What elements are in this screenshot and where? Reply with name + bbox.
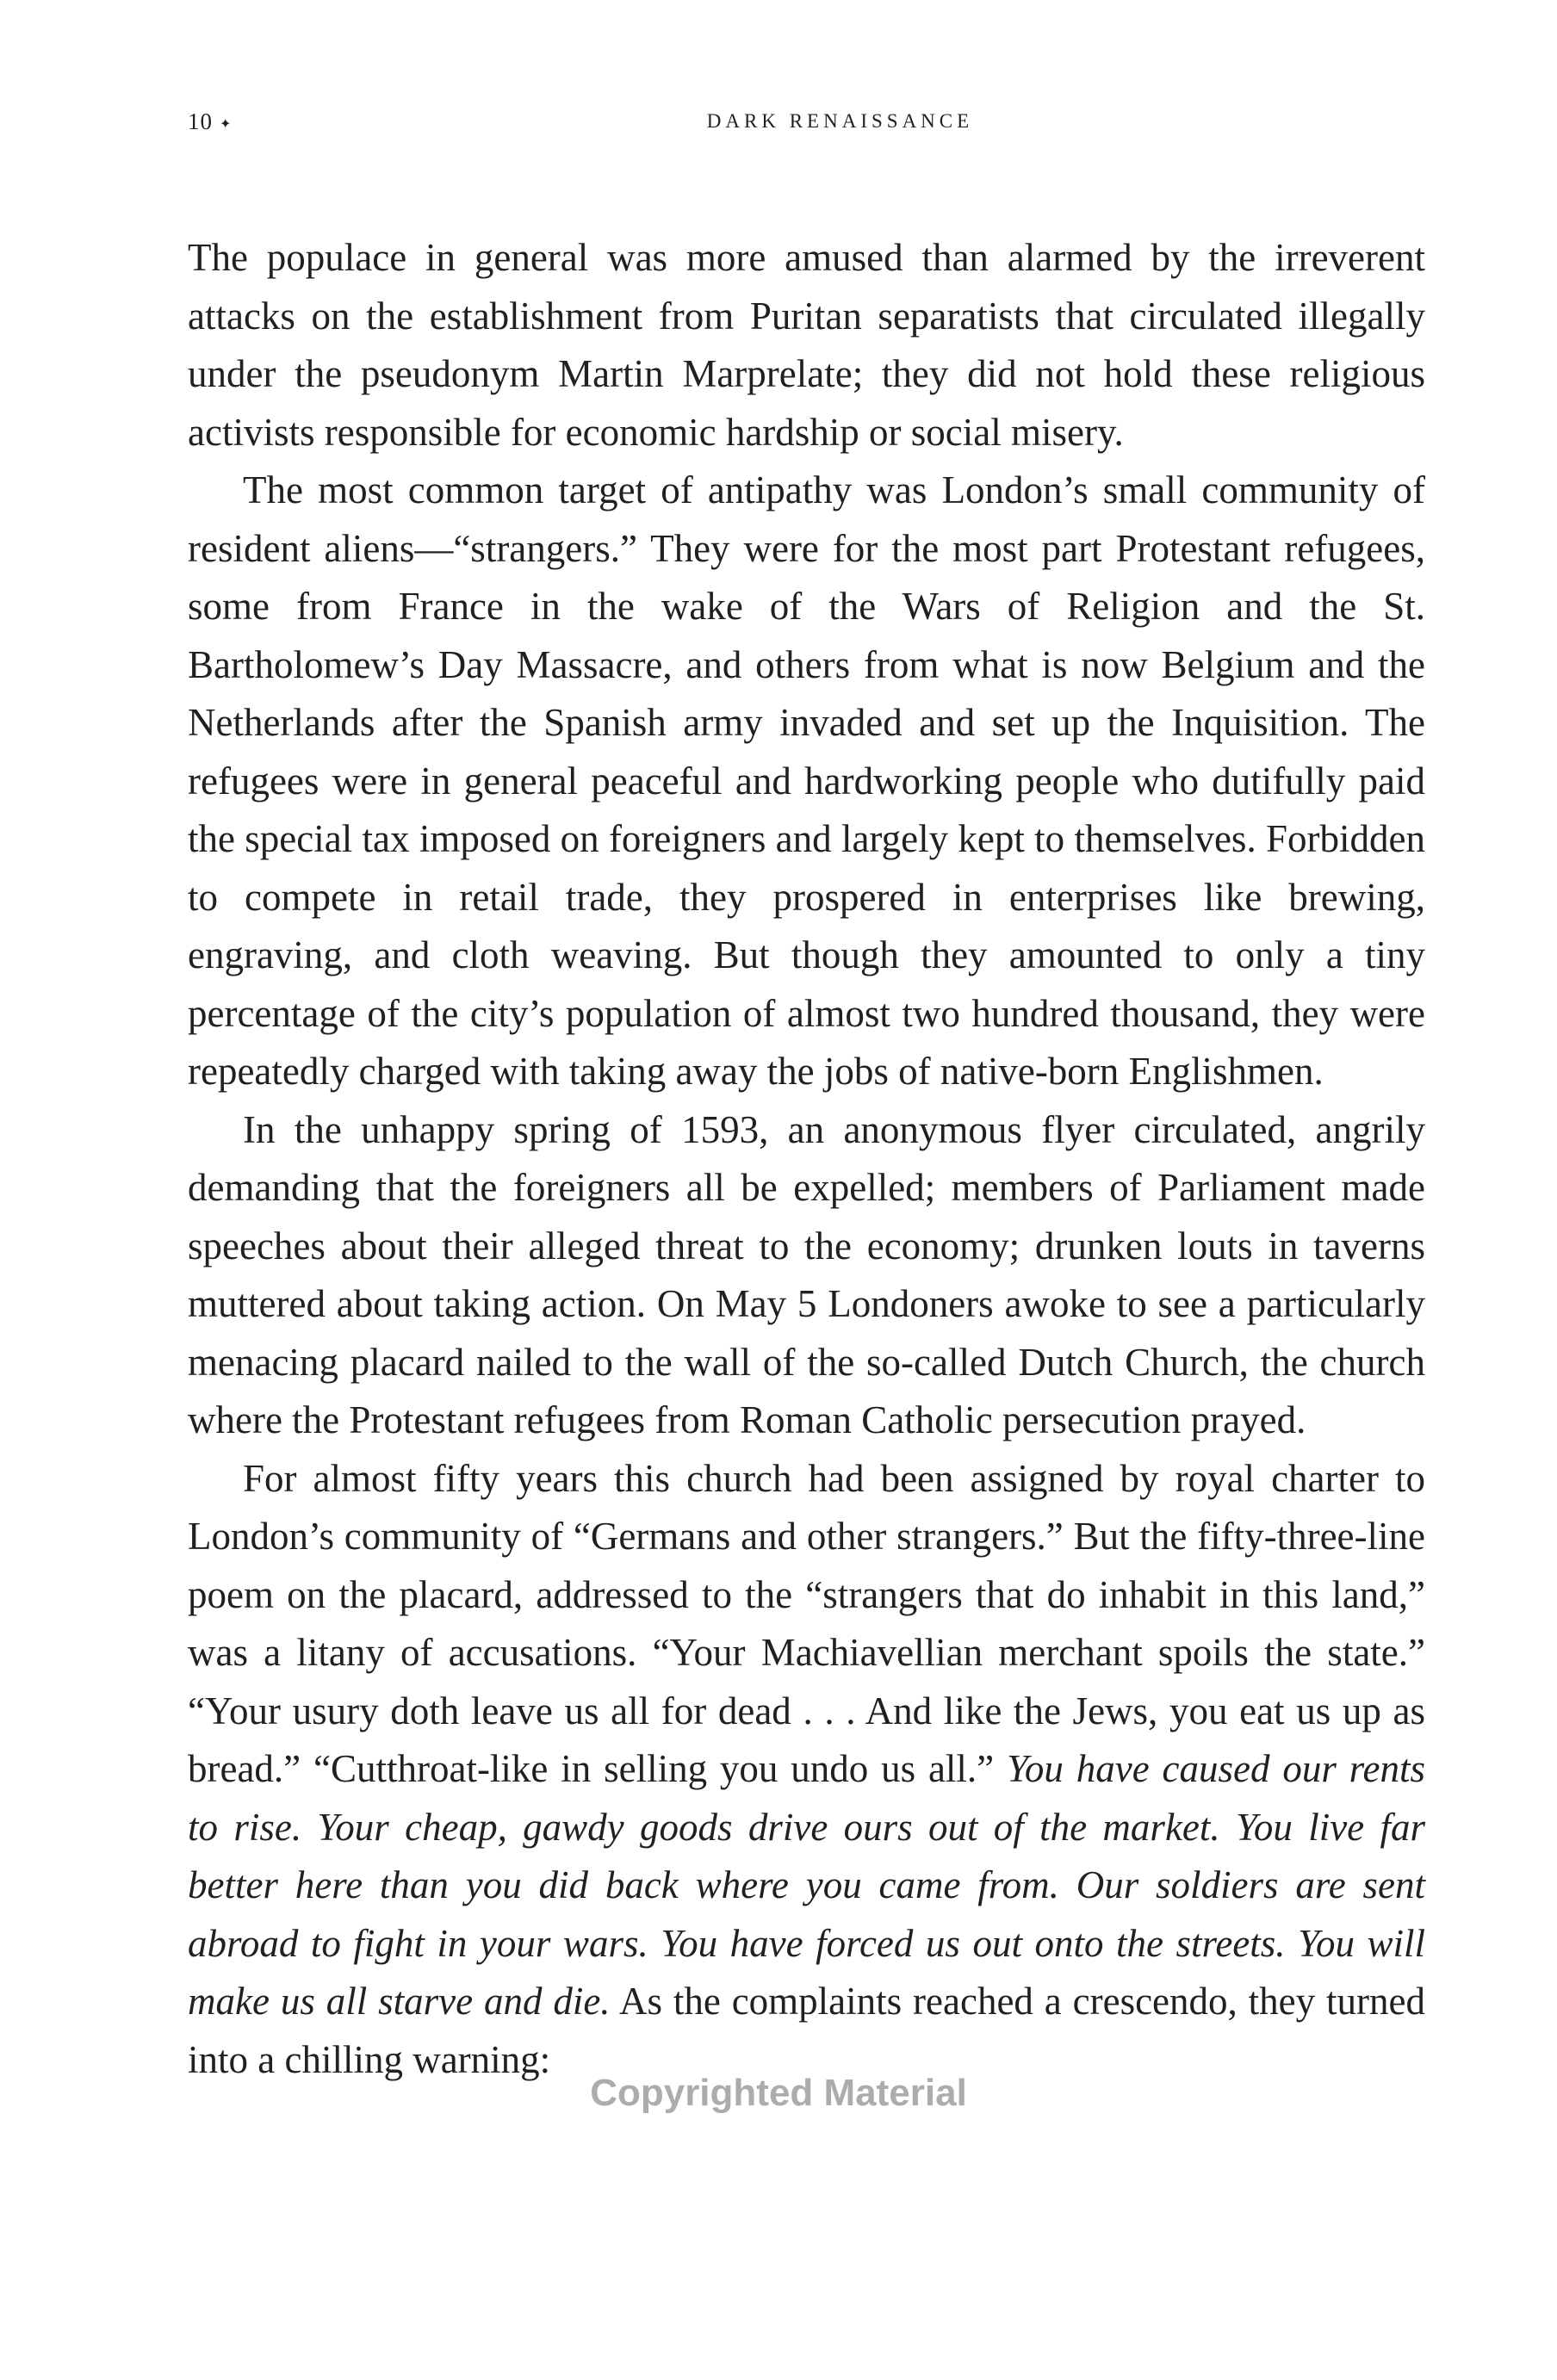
paragraph-1: The populace in general was more amused than alarmed by the irreverent attacks on the establishment from Puritan separatists that circulated illegally under the pseudonym Martin Marprelate; they did not hold these religious activists responsible for economic hardship or social misery. [188,236,1425,454]
ornament-icon: ✦ [220,116,233,132]
copyright-watermark: Copyrighted Material [590,2072,967,2114]
running-head [188,108,1424,143]
paragraph-4 [188,1450,1425,2090]
book-title: DARK RENAISSANCE [706,110,974,132]
paragraph-4-italic: You have caused our rents to rise. Your cheap, gawdy goods drive ours out of the market. You live far better here than you did back where you came from. Our soldiers are sent abroad to fight in your wars. You have forced us out onto the streets. You will make us all starve and die. [188,1747,1425,2023]
body-text [188,229,1425,2089]
paragraph-3: In the unhappy spring of 1593, an anonymous flyer circulated, angrily demanding that the foreigners all be expelled; members of Parliament made speeches about their alleged threat to the economy; drunken louts in taverns muttered about taking action. On May 5 Londoners awoke to see a particularly menacing placard nailed to the wall of the so-called Dutch Church, the church where the Protestant refugees from Roman Catholic persecution prayed. [188,1107,1425,1441]
paragraph-4-roman: For almost fifty years this church had been assigned by royal charter to London’s community of “Germans and other strangers.” But the fifty-three-line poem on the placard, addressed to the “strangers that do inhabit in this land,” was a litany of accusations. “Your Machiavellian merchant spoils the state.” “Your usury doth leave us all for dead . . . And like the Jews, you eat us up as bread.” “Cutthroat-like in selling you undo us all.” [188,1456,1425,1790]
paragraph-4-ending: As the complaints reached a crescendo, they turned into a chilling warning: [188,1980,1425,2081]
page-number: 10 ✦ [188,108,233,134]
paragraph-2: The most common target of antipathy was London’s small community of resident aliens—“strangers.” They were for the most part Protestant refugees, some from France in the wake of the Wars of Religion and the St. Bartholomew’s Day Massacre, and others from what is now Belgium and the Netherlands after the Spanish army invaded and set up the Inquisition. The refugees were in general peaceful and hardworking people who dutifully paid the special tax imposed on foreigners and largely kept to themselves. Forbidden to compete in retail trade, they prospered in enterprises like brewing, engraving, and cloth weaving. But though they amounted to only a tiny percentage of the city’s population of almost two hundred thousand, they were repeatedly charged with taking away the jobs of native-born Englishmen. [188,468,1425,1093]
